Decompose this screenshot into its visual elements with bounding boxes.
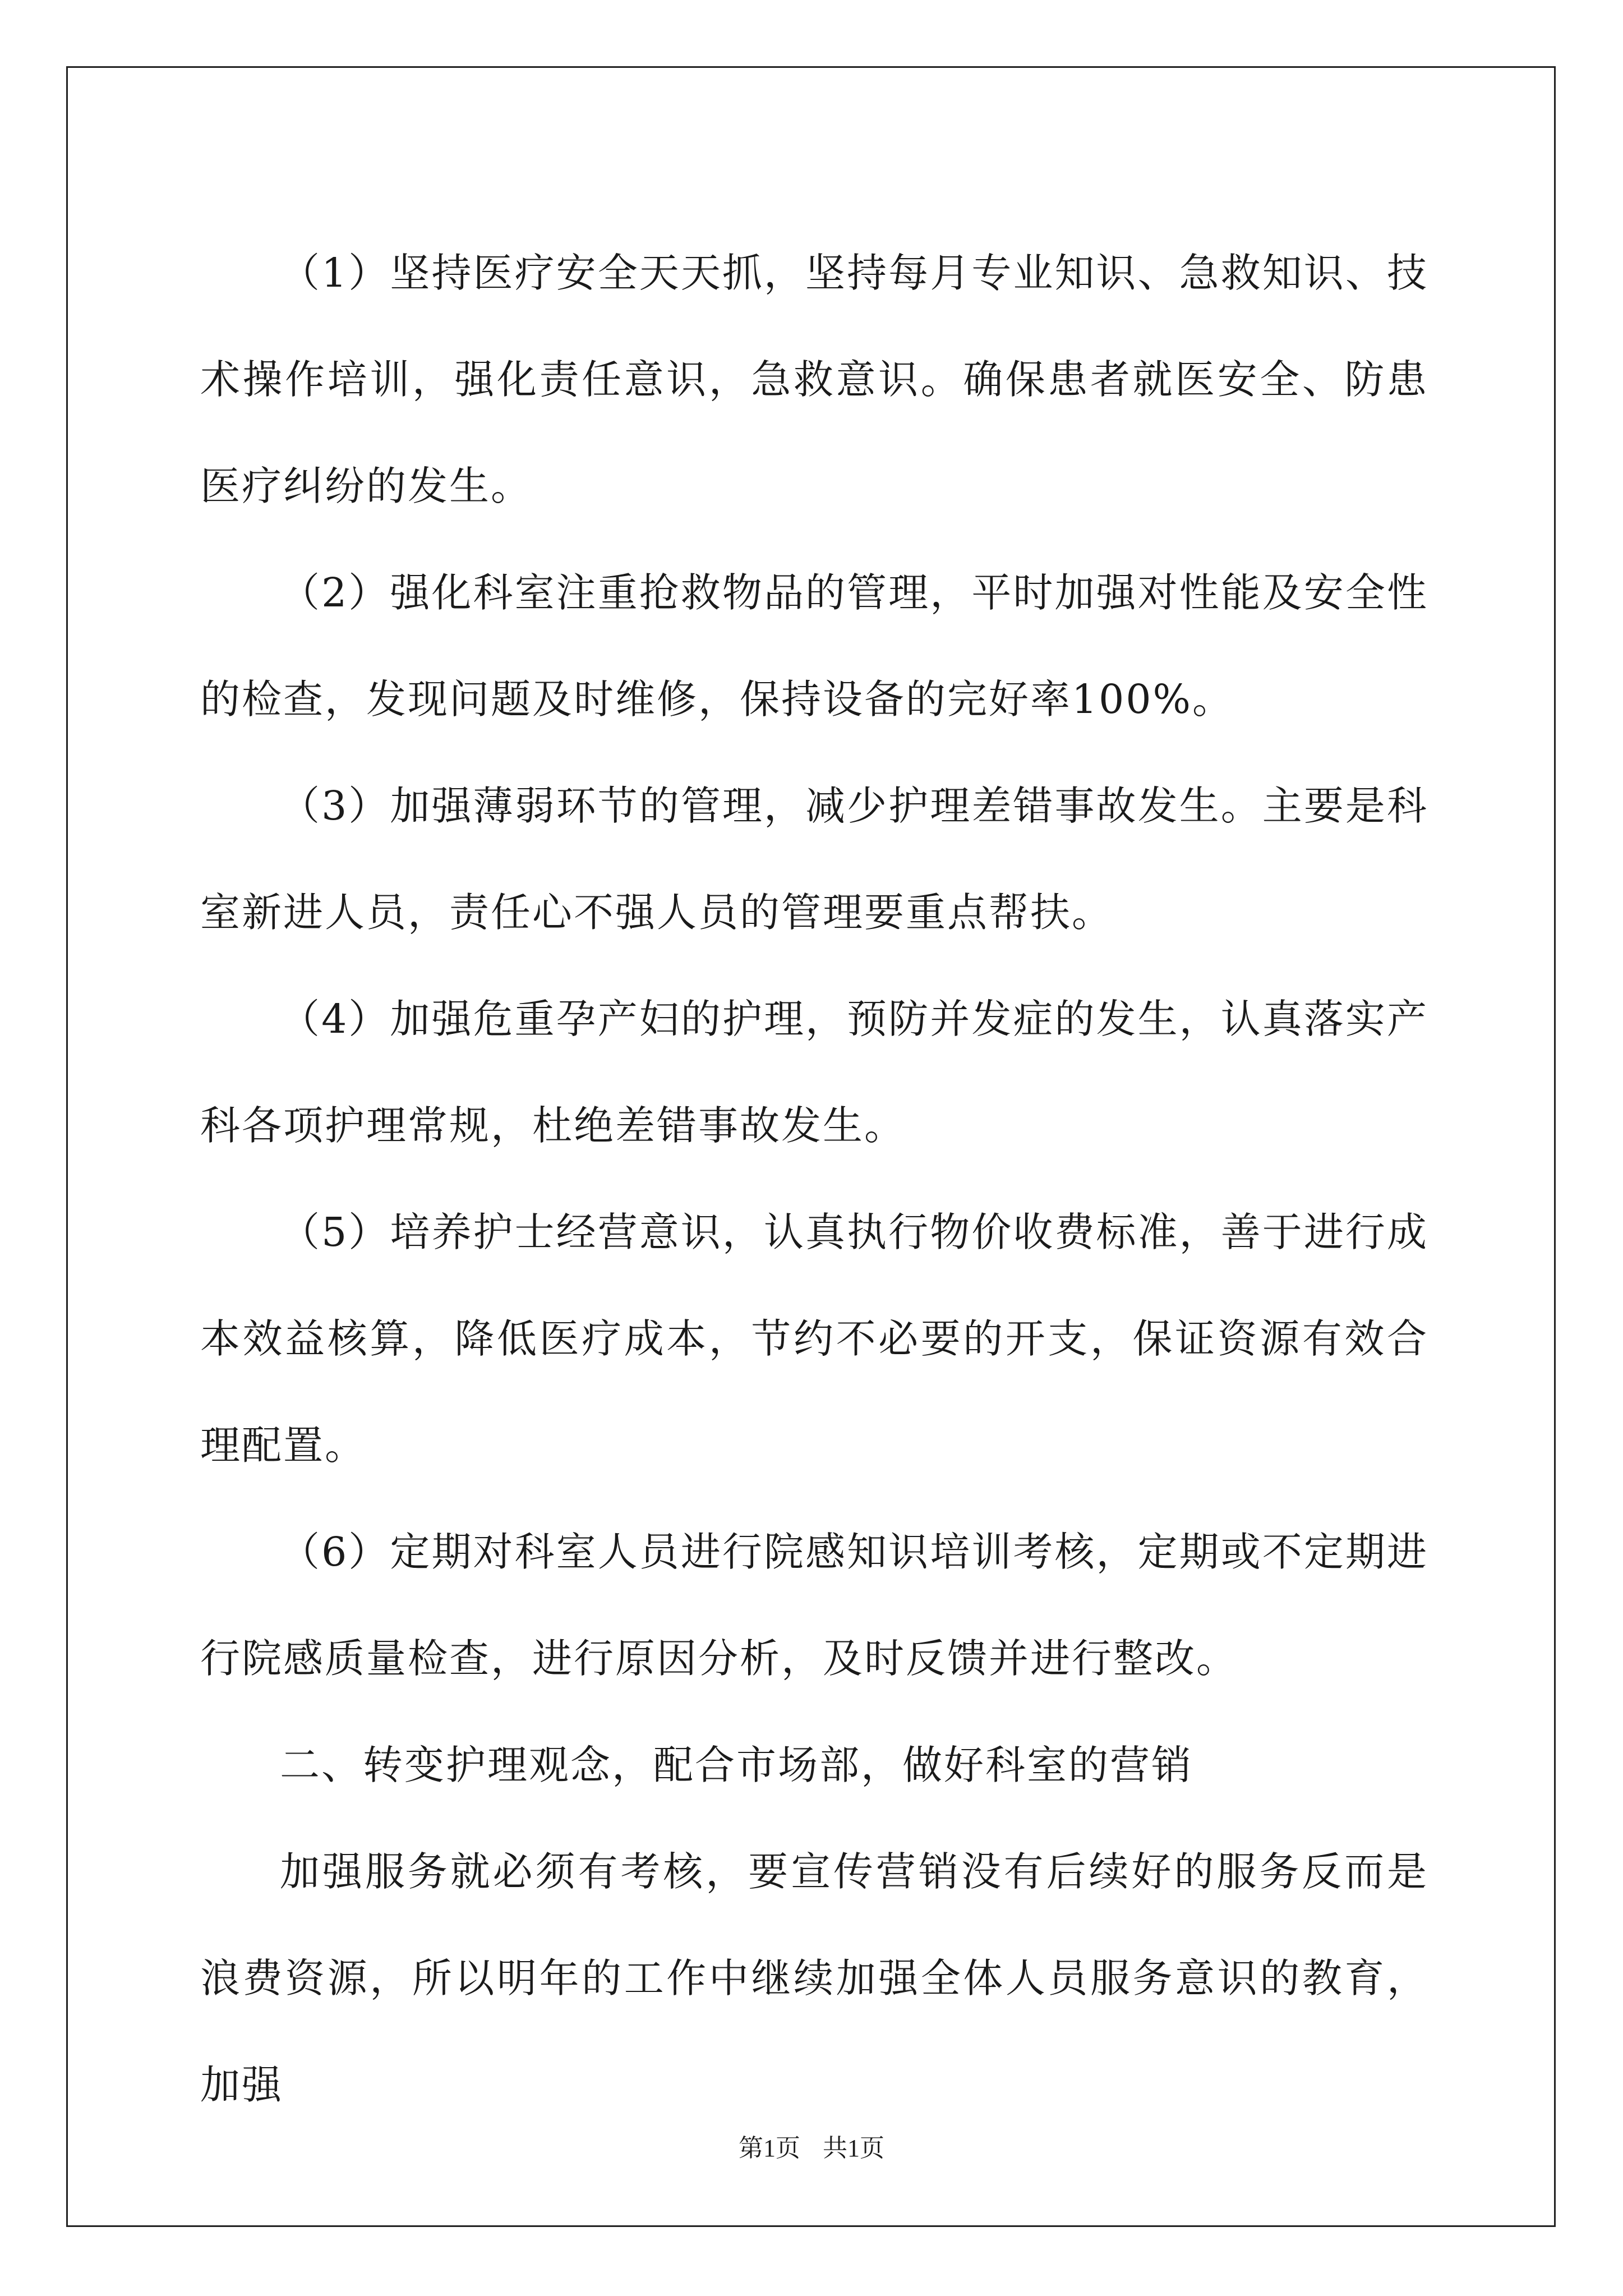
paragraph-3: （3）加强薄弱环节的管理，减少护理差错事故发生。主要是科室新进人员，责任心不强人员的管理要重点帮扶。 [200, 783, 1428, 936]
paragraph-6: （6）定期对科室人员进行院感知识培训考核，定期或不定期进行院感质量检查，进行原因分析，及时反馈并进行整改。 [200, 1529, 1428, 1682]
page-footer [0, 2132, 1623, 2165]
document-body [200, 220, 1428, 2138]
paragraph-2: （2）强化科室注重抢救物品的管理，平时加强对性能及安全性的检查，发现问题及时维修，保持设备的完好率100%。 [200, 569, 1428, 723]
page-total: 共1页 [823, 2134, 884, 2162]
page-number: 第1页 [739, 2134, 800, 2162]
paragraph-1: （1）坚持医疗安全天天抓，坚持每月专业知识、急救知识、技术操作培训，强化责任意识，急救意识。确保患者就医安全、防患医疗纠纷的发生。 [200, 250, 1428, 509]
section-heading: 二、转变护理观念，配合市场部，做好科室的营销 [280, 1742, 1193, 1788]
paragraph-8: 加强服务就必须有考核，要宣传营销没有后续好的服务反而是浪费资源，所以明年的工作中继续加强全体人员服务意识的教育，加强 [200, 1848, 1428, 2108]
paragraph-4: （4）加强危重孕产妇的护理，预防并发症的发生，认真落实产科各项护理常规，杜绝差错事故发生。 [200, 996, 1428, 1149]
paragraph-5: （5）培养护士经营意识，认真执行物价收费标准，善于进行成本效益核算，降低医疗成本，节约不必要的开支，保证资源有效合理配置。 [200, 1209, 1428, 1469]
